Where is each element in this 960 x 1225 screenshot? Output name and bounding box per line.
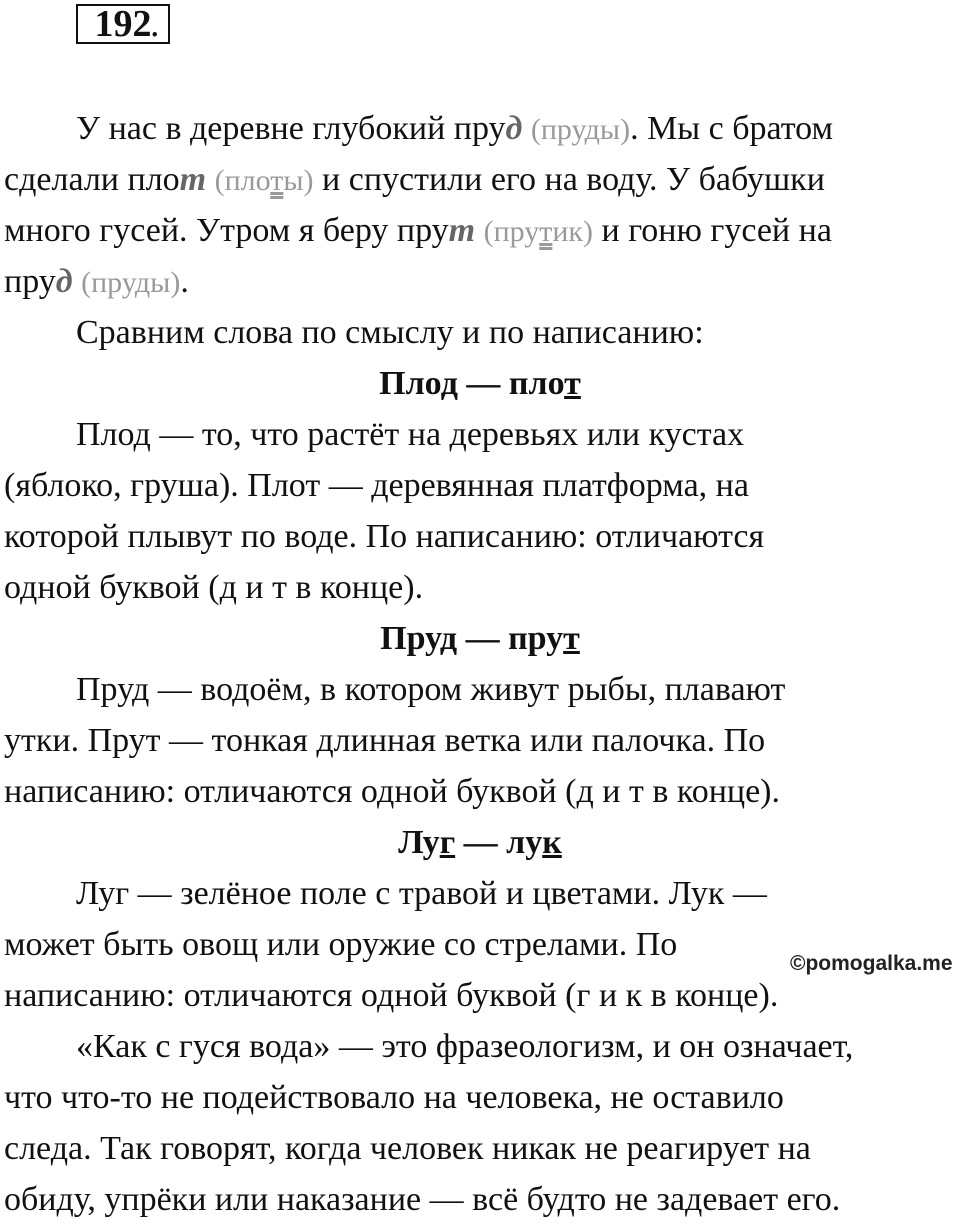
pair1-text-line: которой плывут по воде. По написанию: отличаются — [4, 518, 765, 555]
para1-line-3: много гусей. Утром я беру прут (прутик) и гоню гусей на — [4, 212, 832, 249]
idiom-text-line: «Как с гуся вода» — это фразеологизм, и он означает, — [76, 1028, 854, 1065]
hint-word: (пруды) — [530, 113, 631, 146]
hint-word: (пруды) — [81, 266, 181, 299]
pair-heading-prud-prut: Пруд — прут — [380, 620, 580, 657]
pair2-text-line: написанию: отличаются одной буквой (д и т в конце). — [4, 773, 781, 810]
idiom-text-line: следа. Так говорят, когда человек никак не реагирует на — [4, 1130, 811, 1167]
pair-heading-plod-plot: Плод — плот — [379, 365, 581, 402]
intro-line: Сравним слова по смыслу и по написанию: — [76, 314, 704, 351]
pair2-text-line: утки. Прут — тонкая длинная ветка или палочка. По — [4, 722, 766, 759]
watermark: ©pomogalka.me — [790, 952, 953, 975]
pair1-text-line: Плод — то, что растёт на деревьях или кустах — [76, 416, 745, 453]
pair-heading-lug-luk: Луг — лук — [398, 824, 562, 861]
pair3-text-line: может быть овощ или оружие со стрелами. По — [4, 926, 678, 963]
idiom-text-line: что что-то не подействовало на человека, не оставило — [4, 1079, 784, 1116]
exercise-number-dot: . — [150, 3, 160, 45]
para1-line-1: У нас в деревне глубокий пруд (пруды). Мы с братом — [76, 110, 834, 147]
pair2-text-line: Пруд — водоём, в котором живут рыбы, плавают — [76, 671, 786, 708]
pair1-text-line: одной буквой (д и т в конце). — [4, 569, 424, 606]
hint-word: (прутик) — [483, 215, 593, 248]
idiom-text-line: обиду, упрёки или наказание — всё будто не задевает его. — [4, 1181, 841, 1218]
para1-line-2: сделали плот (плоты) и спустили его на воду. У бабушки — [4, 161, 825, 198]
exercise-number: 192 — [94, 3, 152, 45]
pair3-text-line: Луг — зелёное поле с травой и цветами. Лук — — [76, 875, 767, 912]
pair3-text-line: написанию: отличаются одной буквой (г и к в конце). — [4, 977, 779, 1014]
pair1-text-line: (яблоко, груша). Плот — деревянная платформа, на — [4, 467, 749, 504]
hint-word: (плоты) — [214, 164, 314, 197]
para1-line-4: пруд (пруды). — [4, 263, 189, 300]
